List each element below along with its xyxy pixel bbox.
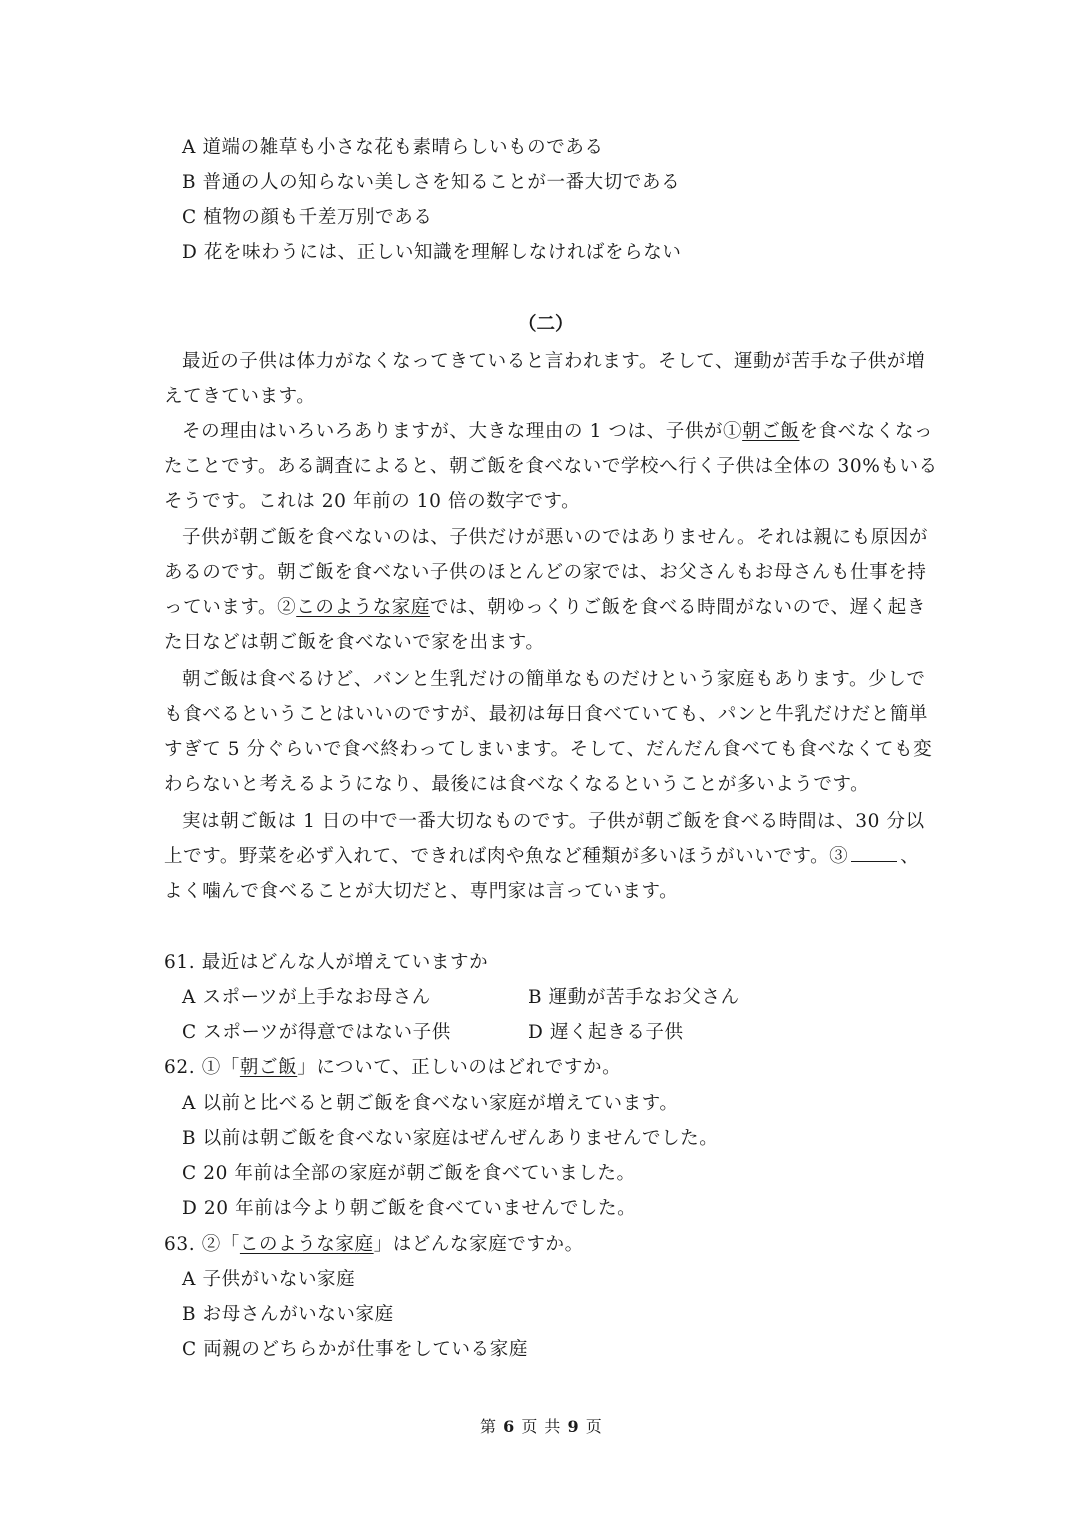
question-61-stem: 61. 最近はどんな人が増えていますか (164, 952, 489, 973)
question-62-option-c: C 20 年前は全部の家庭が朝ご飯を食べていました。 (182, 1163, 636, 1184)
underlined-phrase-1: 朝ご飯 (742, 421, 800, 442)
question-62-underlined: 朝ご飯 (239, 1057, 298, 1078)
total-page-number: 9 (567, 1417, 580, 1436)
section-title: （二） (518, 314, 574, 335)
question-62-stem: 62. ①「朝ご飯」について、正しいのはどれですか。 (164, 1057, 622, 1078)
option-prev-a: A 道端の雑草も小さな花も素晴らしいものである (182, 137, 604, 158)
page-footer: 第 6 页 共 9 页 (480, 1417, 603, 1436)
passage-line: その理由はいろいろありますが、大きな理由の 1 つは、子供が①朝ご飯を食べなくなっ (182, 421, 934, 442)
passage-line: 朝ご飯は食べるけど、バンと生乳だけの簡単なものだけという家庭もあります。少しで (182, 669, 926, 690)
option-prev-d: D 花を味わうには、正しい知識を理解しなければをらない (182, 242, 682, 263)
passage-line: たことです。ある調査によると、朝ご飯を食べないで学校へ行く子供は全体の 30%もいる (164, 456, 938, 477)
question-61-option-d: D 遅く起きる子供 (528, 1022, 684, 1043)
question-63-option-c: C 両親のどちらかが仕事をしている家庭 (182, 1339, 528, 1360)
passage-line: あるのです。朝ご飯を食べない子供のほとんどの家では、お父さんもお母さんも仕事を持 (164, 562, 927, 583)
question-63-underlined: このような家庭 (239, 1234, 374, 1255)
passage-line: 上です。野菜を必ず入れて、できれば肉や魚など種類が多いほうがいいです。③ 、 (164, 846, 920, 867)
option-prev-b: B 普通の人の知らない美しさを知ることが一番大切である (182, 172, 681, 193)
passage-line: よく噛んで食べることが大切だと、専門家は言っています。 (164, 881, 679, 902)
current-page-number: 6 (503, 1417, 516, 1436)
passage-line: も食べるということはいいのですが、最初は毎日食べていても、パンと牛乳だけだと簡単 (164, 704, 929, 725)
passage-line: た日などは朝ご飯を食べないで家を出ます。 (164, 632, 545, 653)
passage-line: えてきています。 (164, 386, 316, 407)
passage-line: そうです。これは 20 年前の 10 倍の数字です。 (164, 491, 581, 512)
passage-line: わらないと考えるようになり、最後には食べなくなるということが多いようです。 (164, 774, 870, 795)
underlined-phrase-2: このような家庭 (296, 597, 430, 618)
question-63-option-a: A 子供がいない家庭 (182, 1269, 356, 1290)
question-62-option-b: B 以前は朝ご飯を食べない家庭はぜんぜんありませんでした。 (182, 1128, 719, 1149)
passage-line: っています。②このような家庭では、朝ゆっくりご飯を食べる時間がないので、遅く起き (164, 597, 926, 618)
passage-line: 実は朝ご飯は 1 日の中で一番大切なものです。子供が朝ご飯を食べる時間は、30 分以 (182, 811, 925, 832)
passage-line: 最近の子供は体力がなくなってきていると言われます。そして、運動が苦手な子供が増 (182, 351, 926, 372)
question-63-stem: 63. ②「このような家庭」はどんな家庭ですか。 (164, 1234, 584, 1255)
question-61-option-a: A スポーツが上手なお母さん (182, 987, 431, 1008)
question-61-option-c: C スポーツが得意ではない子供 (182, 1022, 451, 1043)
passage-line: 子供が朝ご飯を食べないのは、子供だけが悪いのではありません。それは親にも原因が (182, 527, 929, 548)
question-61-option-b: B 運動が苦手なお父さん (528, 987, 740, 1008)
question-62-option-a: A 以前と比べると朝ご飯を食べない家庭が増えています。 (182, 1093, 679, 1114)
question-63-option-b: B お母さんがいない家庭 (182, 1304, 394, 1325)
fill-in-blank (851, 845, 897, 862)
passage-line: すぎて 5 分ぐらいで食べ終わってしまいます。そして、だんだん食べても食べなくても変 (164, 739, 933, 760)
question-62-option-d: D 20 年前は今より朝ご飯を食べていませんでした。 (182, 1198, 637, 1219)
option-prev-c: C 植物の顔も千差万別である (182, 207, 433, 228)
